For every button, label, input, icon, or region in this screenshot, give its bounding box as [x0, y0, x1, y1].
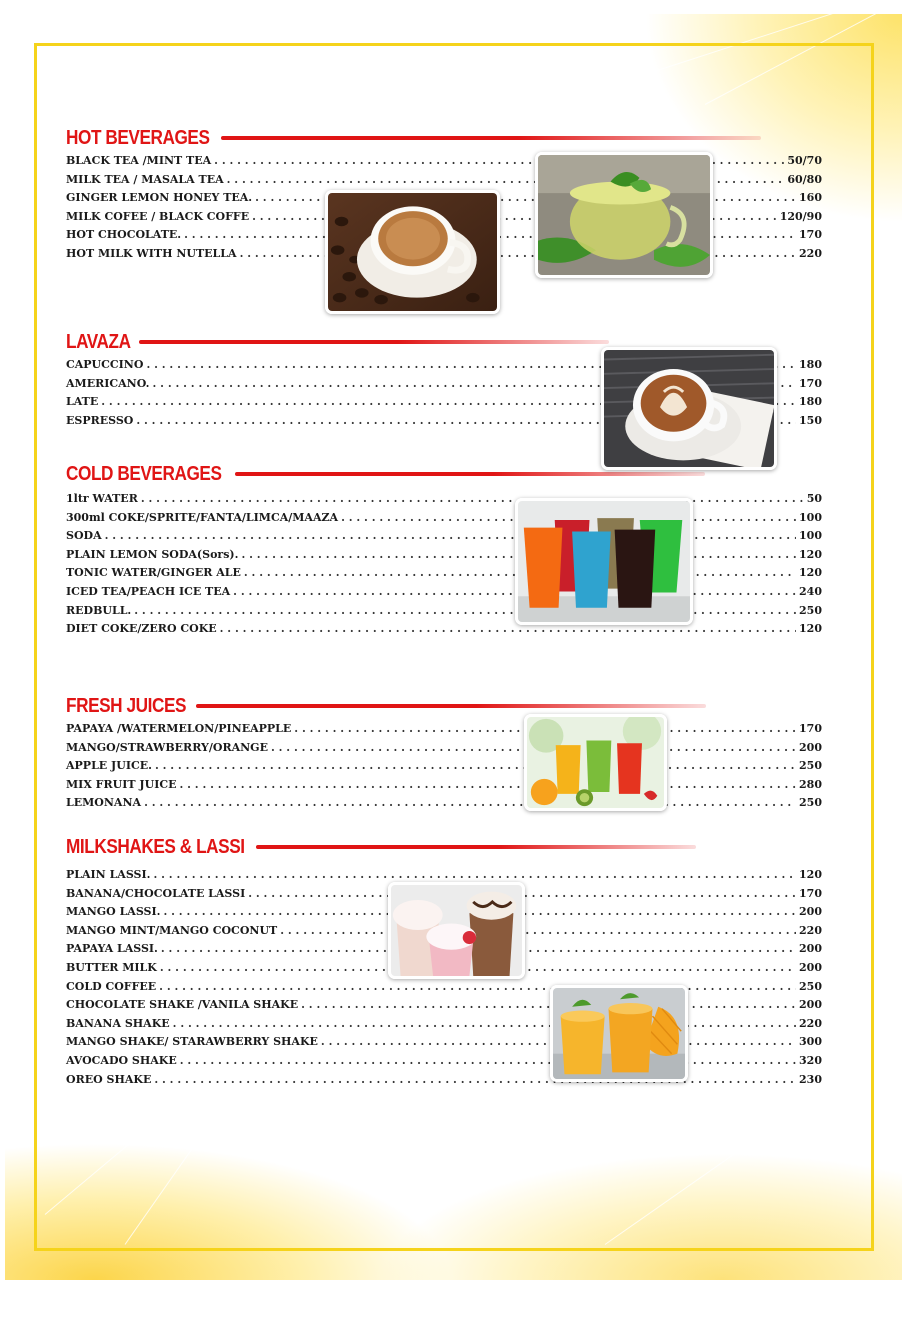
menu-item-name: MANGO/STRAWBERRY/ORANGE: [66, 740, 268, 754]
menu-item-name: CAPUCCINO: [66, 358, 144, 371]
menu-item-price: 250: [799, 796, 822, 810]
menu-item-price: 170: [799, 376, 822, 390]
menu-item-name: APPLE JUICE.: [66, 759, 152, 773]
dot-leader: [179, 778, 796, 791]
section-title: MILKSHAKES & LASSI: [66, 835, 245, 858]
menu-item-name: BLACK TEA /MINT TEA: [66, 154, 212, 167]
menu-item-price: 170: [799, 722, 822, 735]
menu-item-price: 280: [799, 777, 822, 791]
dot-leader: [180, 1054, 796, 1067]
heading-rule: [196, 704, 706, 708]
menu-item-row: [66, 511, 822, 530]
milkshakes-photo: [388, 882, 525, 979]
menu-item-price: 120: [799, 566, 822, 580]
heading-rule: [235, 472, 705, 476]
menu-item-price: 200: [799, 998, 822, 1012]
menu-item-row: [66, 529, 822, 548]
menu-item-row: [66, 778, 822, 797]
menu-item-row: [66, 759, 822, 778]
menu-item-name: HOT CHOCOLATE.: [66, 228, 182, 242]
section-heading: [66, 834, 822, 860]
section-fresh-juices: [66, 693, 822, 815]
menu-item-price: 150: [799, 413, 822, 427]
menu-item-price: 120: [799, 547, 822, 561]
menu-item-name: BANANA/CHOCOLATE LASSI: [66, 886, 246, 900]
coffee-cup-photo: [325, 190, 500, 314]
menu-items-list: [66, 492, 822, 641]
menu-item-name: TONIC WATER/GINGER ALE: [66, 566, 241, 580]
menu-item-name: PAPAYA /WATERMELON/PINEAPPLE: [66, 722, 292, 735]
menu-item-name: PAPAYA LASSI.: [66, 942, 158, 956]
menu-item-row: [66, 796, 822, 815]
heading-rule: [221, 136, 761, 140]
latte-art-photo: [601, 347, 777, 470]
menu-item-row: [66, 566, 822, 585]
dot-leader: [173, 1017, 796, 1030]
menu-item-price: 230: [799, 1072, 822, 1086]
menu-item-name: BANANA SHAKE: [66, 1016, 170, 1030]
menu-item-row: [66, 492, 822, 511]
menu-item-row: [66, 1073, 822, 1092]
menu-item-name: SODA: [66, 529, 102, 543]
menu-item-row: [66, 998, 822, 1017]
menu-items-list: [66, 722, 822, 815]
dot-leader: [141, 492, 804, 505]
menu-item-name: MILK COFEE / BLACK COFFE: [66, 209, 250, 223]
menu-item-price: 200: [799, 905, 822, 919]
mint-tea-photo: [535, 152, 713, 278]
menu-item-price: 120: [799, 622, 822, 636]
menu-item-name: PLAIN LASSI.: [66, 868, 151, 881]
menu-item-price: 120/90: [779, 209, 822, 223]
menu-item-row: [66, 741, 822, 760]
soft-drinks-photo: [515, 498, 693, 625]
section-title: COLD BEVERAGES: [66, 462, 222, 485]
menu-item-price: 250: [799, 979, 822, 993]
menu-item-row: [66, 604, 822, 623]
menu-item-name: COLD COFFEE: [66, 979, 157, 993]
heading-rule: [256, 845, 696, 849]
menu-item-price: 170: [799, 886, 822, 900]
menu-item-price: 50: [806, 492, 822, 505]
menu-item-price: 170: [799, 228, 822, 242]
menu-item-price: 220: [799, 246, 822, 260]
menu-item-name: LATE: [66, 395, 99, 409]
menu-item-name: ICED TEA/PEACH ICE TEA: [66, 584, 231, 598]
menu-item-name: OREO SHAKE: [66, 1072, 152, 1086]
menu-item-row: [66, 585, 822, 604]
dot-leader: [155, 759, 796, 772]
dot-leader: [153, 868, 796, 881]
menu-item-price: 220: [799, 1016, 822, 1030]
menu-item-row: [66, 548, 822, 567]
menu-item-name: ESPRESSO: [66, 413, 134, 427]
menu-item-name: MANGO LASSI.: [66, 905, 161, 919]
menu-item-row: [66, 1054, 822, 1073]
dot-leader: [144, 796, 796, 809]
menu-item-name: DIET COKE/ZERO COKE: [66, 622, 217, 636]
menu-item-price: 50/70: [787, 154, 822, 167]
section-title: HOT BEVERAGES: [66, 126, 210, 149]
menu-item-name: HOT MILK WITH NUTELLA: [66, 246, 237, 260]
menu-item-name: LEMONANA: [66, 796, 142, 810]
menu-item-row: [66, 722, 822, 741]
menu-item-name: AVOCADO SHAKE: [66, 1053, 177, 1067]
menu-item-price: 250: [799, 759, 822, 773]
menu-item-name: AMERICANO.: [66, 376, 150, 390]
menu-item-price: 250: [799, 603, 822, 617]
menu-item-price: 240: [799, 584, 822, 598]
dot-leader: [280, 924, 796, 937]
menu-item-name: MILK TEA / MASALA TEA: [66, 172, 224, 186]
heading-rule: [139, 340, 609, 344]
dot-leader: [134, 604, 796, 617]
menu-item-row: [66, 980, 822, 999]
menu-item-price: 180: [799, 395, 822, 409]
section-cold-beverages: [66, 461, 822, 641]
menu-item-name: GINGER LEMON HONEY TEA.: [66, 191, 253, 205]
menu-item-name: PLAIN LEMON SODA(Sors).: [66, 547, 239, 561]
menu-item-name: REDBULL.: [66, 603, 132, 617]
menu-item-price: 100: [799, 529, 822, 543]
menu-item-price: 200: [799, 960, 822, 974]
menu-item-price: 180: [799, 358, 822, 371]
menu-item-price: 60/80: [787, 172, 822, 186]
menu-item-price: 220: [799, 923, 822, 937]
mango-lassi-photo: [550, 985, 688, 1082]
menu-item-name: 1ltr WATER: [66, 492, 138, 505]
menu-item-name: MANGO SHAKE/ STARAWBERRY SHAKE: [66, 1035, 318, 1049]
menu-item-price: 320: [799, 1053, 822, 1067]
dot-leader: [159, 980, 796, 993]
menu-item-price: 300: [799, 1035, 822, 1049]
section-title: FRESH JUICES: [66, 694, 187, 717]
dot-leader: [220, 622, 796, 635]
menu-item-name: MANGO MINT/MANGO COCONUT: [66, 923, 278, 937]
menu-item-price: 200: [799, 740, 822, 754]
dot-leader: [154, 1073, 796, 1086]
menu-item-price: 160: [799, 191, 822, 205]
section-heading: [66, 693, 822, 719]
menu-item-row: [66, 1035, 822, 1054]
menu-item-price: 200: [799, 942, 822, 956]
section-title: LAVAZA: [66, 330, 131, 353]
dot-leader: [301, 998, 796, 1011]
menu-item-price: 120: [799, 868, 822, 881]
menu-item-name: MIX FRUIT JUICE: [66, 777, 177, 791]
menu-item-price: 100: [799, 510, 822, 524]
section-heading: [66, 125, 822, 151]
menu-item-name: 300ml COKE/SPRITE/FANTA/LIMCA/MAAZA: [66, 510, 339, 524]
menu-item-name: CHOCOLATE SHAKE /VANILA SHAKE: [66, 998, 299, 1012]
fruit-juices-photo: [524, 714, 667, 811]
menu-item-row: [66, 622, 822, 641]
menu-item-name: BUTTER MILK: [66, 960, 157, 974]
menu-item-row: [66, 1017, 822, 1036]
